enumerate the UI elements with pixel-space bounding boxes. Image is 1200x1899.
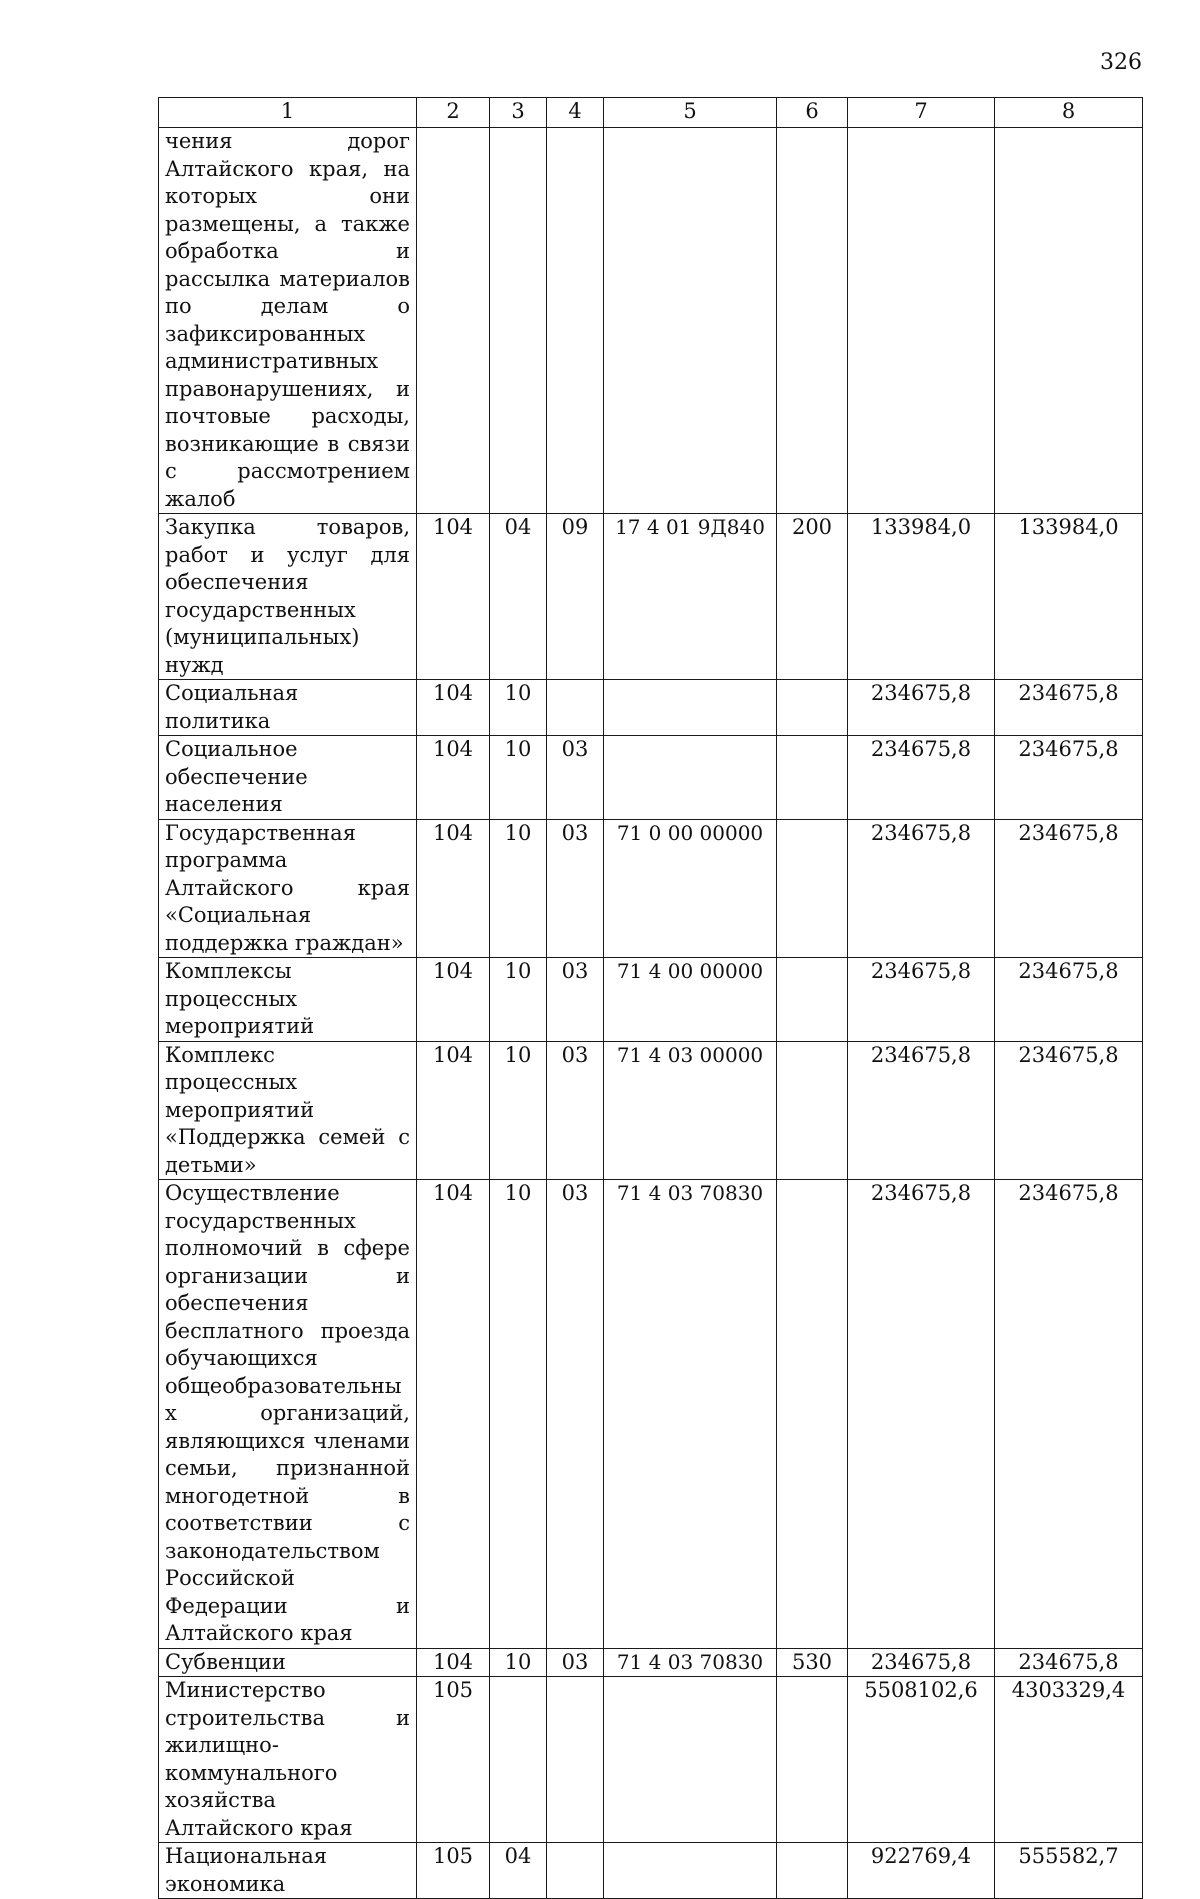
subsection-code: 03: [547, 958, 604, 1042]
row-name: Закупка товаров, работ и услуг для обеспечения государственных (муниципальных) нужд: [159, 514, 417, 680]
column-header: 1: [159, 98, 417, 128]
section-code: 10: [490, 1648, 547, 1677]
amount-year-2: 133984,0: [995, 514, 1143, 680]
column-number-row: [159, 98, 1143, 128]
amount-year-2: 234675,8: [995, 1041, 1143, 1180]
table-row: [159, 1843, 1143, 1899]
target-article-code: 71 4 03 00000: [604, 1041, 777, 1180]
expense-type-code: [777, 1041, 848, 1180]
expense-type-code: 200: [777, 514, 848, 680]
subsection-code: [547, 680, 604, 736]
section-code: 10: [490, 819, 547, 958]
row-name: Социальное обеспечение населения: [159, 736, 417, 820]
column-header: 8: [995, 98, 1143, 128]
section-code: 10: [490, 680, 547, 736]
subsection-code: 03: [547, 1041, 604, 1180]
column-header: 2: [417, 98, 490, 128]
amount-year-2: [995, 128, 1143, 514]
ministry-code: 104: [417, 736, 490, 820]
amount-year-1: 234675,8: [848, 958, 995, 1042]
column-header: 7: [848, 98, 995, 128]
table-row: [159, 1041, 1143, 1180]
target-article-code: 71 0 00 00000: [604, 819, 777, 958]
column-header: 4: [547, 98, 604, 128]
target-article-code: [604, 1843, 777, 1899]
amount-year-2: 234675,8: [995, 819, 1143, 958]
subsection-code: [547, 128, 604, 514]
column-header: 3: [490, 98, 547, 128]
section-code: 04: [490, 1843, 547, 1899]
subsection-code: [547, 1843, 604, 1899]
target-article-code: [604, 128, 777, 514]
amount-year-1: 234675,8: [848, 819, 995, 958]
subsection-code: 03: [547, 819, 604, 958]
amount-year-1: 234675,8: [848, 1041, 995, 1180]
row-name: Национальная экономика: [159, 1843, 417, 1899]
subsection-code: 03: [547, 1180, 604, 1649]
row-name: Осуществление государственных полномочий в сфере организации и обеспечения бесплатного проезда обучающихся общеобразовательных организаций, являющихся членами семьи, признанной многодетной в соответствии с законодательством Российской Федерации и Алтайского края: [159, 1180, 417, 1649]
amount-year-2: 234675,8: [995, 958, 1143, 1042]
section-code: [490, 128, 547, 514]
table-row: [159, 128, 1143, 514]
subsection-code: 09: [547, 514, 604, 680]
expense-type-code: [777, 958, 848, 1042]
expense-type-code: [777, 128, 848, 514]
table-row: [159, 1180, 1143, 1649]
subsection-code: 03: [547, 1648, 604, 1677]
row-name: Субвенции: [159, 1648, 417, 1677]
amount-year-1: 922769,4: [848, 1843, 995, 1899]
target-article-code: [604, 736, 777, 820]
amount-year-1: 5508102,6: [848, 1677, 995, 1843]
target-article-code: [604, 1677, 777, 1843]
expense-type-code: [777, 736, 848, 820]
section-code: 10: [490, 736, 547, 820]
amount-year-2: 555582,7: [995, 1843, 1143, 1899]
target-article-code: 17 4 01 9Д840: [604, 514, 777, 680]
row-name: Министерство строительства и жилищно-коммунального хозяйства Алтайского края: [159, 1677, 417, 1843]
section-code: 04: [490, 514, 547, 680]
section-code: 10: [490, 1180, 547, 1649]
amount-year-1: 234675,8: [848, 1648, 995, 1677]
table-row: [159, 514, 1143, 680]
amount-year-2: 234675,8: [995, 1180, 1143, 1649]
expense-type-code: [777, 680, 848, 736]
row-name: чения дорог Алтайского края, на которых они размещены, а также обработка и рассылка материалов по делам о зафиксированных административных правонарушениях, и почтовые расходы, возникающие в связи с рассмотрением жалоб: [159, 128, 417, 514]
column-header: 5: [604, 98, 777, 128]
expense-type-code: [777, 819, 848, 958]
section-code: [490, 1677, 547, 1843]
section-code: 10: [490, 958, 547, 1042]
target-article-code: 71 4 03 70830: [604, 1180, 777, 1649]
table-row: [159, 1677, 1143, 1843]
budget-table: [158, 97, 1143, 1899]
amount-year-2: 234675,8: [995, 736, 1143, 820]
column-header: 6: [777, 98, 848, 128]
expense-type-code: [777, 1180, 848, 1649]
table-row: [159, 1648, 1143, 1677]
ministry-code: 105: [417, 1677, 490, 1843]
amount-year-2: 234675,8: [995, 680, 1143, 736]
ministry-code: 104: [417, 680, 490, 736]
ministry-code: 105: [417, 1843, 490, 1899]
ministry-code: 104: [417, 819, 490, 958]
target-article-code: [604, 680, 777, 736]
expense-type-code: 530: [777, 1648, 848, 1677]
row-name: Социальная политика: [159, 680, 417, 736]
subsection-code: 03: [547, 736, 604, 820]
ministry-code: 104: [417, 1041, 490, 1180]
ministry-code: 104: [417, 514, 490, 680]
amount-year-1: [848, 128, 995, 514]
row-name: Государственная программа Алтайского края «Социальная поддержка граждан»: [159, 819, 417, 958]
amount-year-1: 234675,8: [848, 736, 995, 820]
page-number: 326: [1100, 50, 1142, 75]
row-name: Комплекс процессных мероприятий «Поддержка семей с детьми»: [159, 1041, 417, 1180]
amount-year-2: 234675,8: [995, 1648, 1143, 1677]
row-name: Комплексы процессных мероприятий: [159, 958, 417, 1042]
ministry-code: 104: [417, 1180, 490, 1649]
section-code: 10: [490, 1041, 547, 1180]
expense-type-code: [777, 1843, 848, 1899]
amount-year-1: 133984,0: [848, 514, 995, 680]
target-article-code: 71 4 03 70830: [604, 1648, 777, 1677]
table-row: [159, 819, 1143, 958]
target-article-code: 71 4 00 00000: [604, 958, 777, 1042]
table-row: [159, 680, 1143, 736]
amount-year-2: 4303329,4: [995, 1677, 1143, 1843]
table-row: [159, 958, 1143, 1042]
ministry-code: [417, 128, 490, 514]
expense-type-code: [777, 1677, 848, 1843]
amount-year-1: 234675,8: [848, 680, 995, 736]
subsection-code: [547, 1677, 604, 1843]
table-row: [159, 736, 1143, 820]
ministry-code: 104: [417, 1648, 490, 1677]
ministry-code: 104: [417, 958, 490, 1042]
amount-year-1: 234675,8: [848, 1180, 995, 1649]
